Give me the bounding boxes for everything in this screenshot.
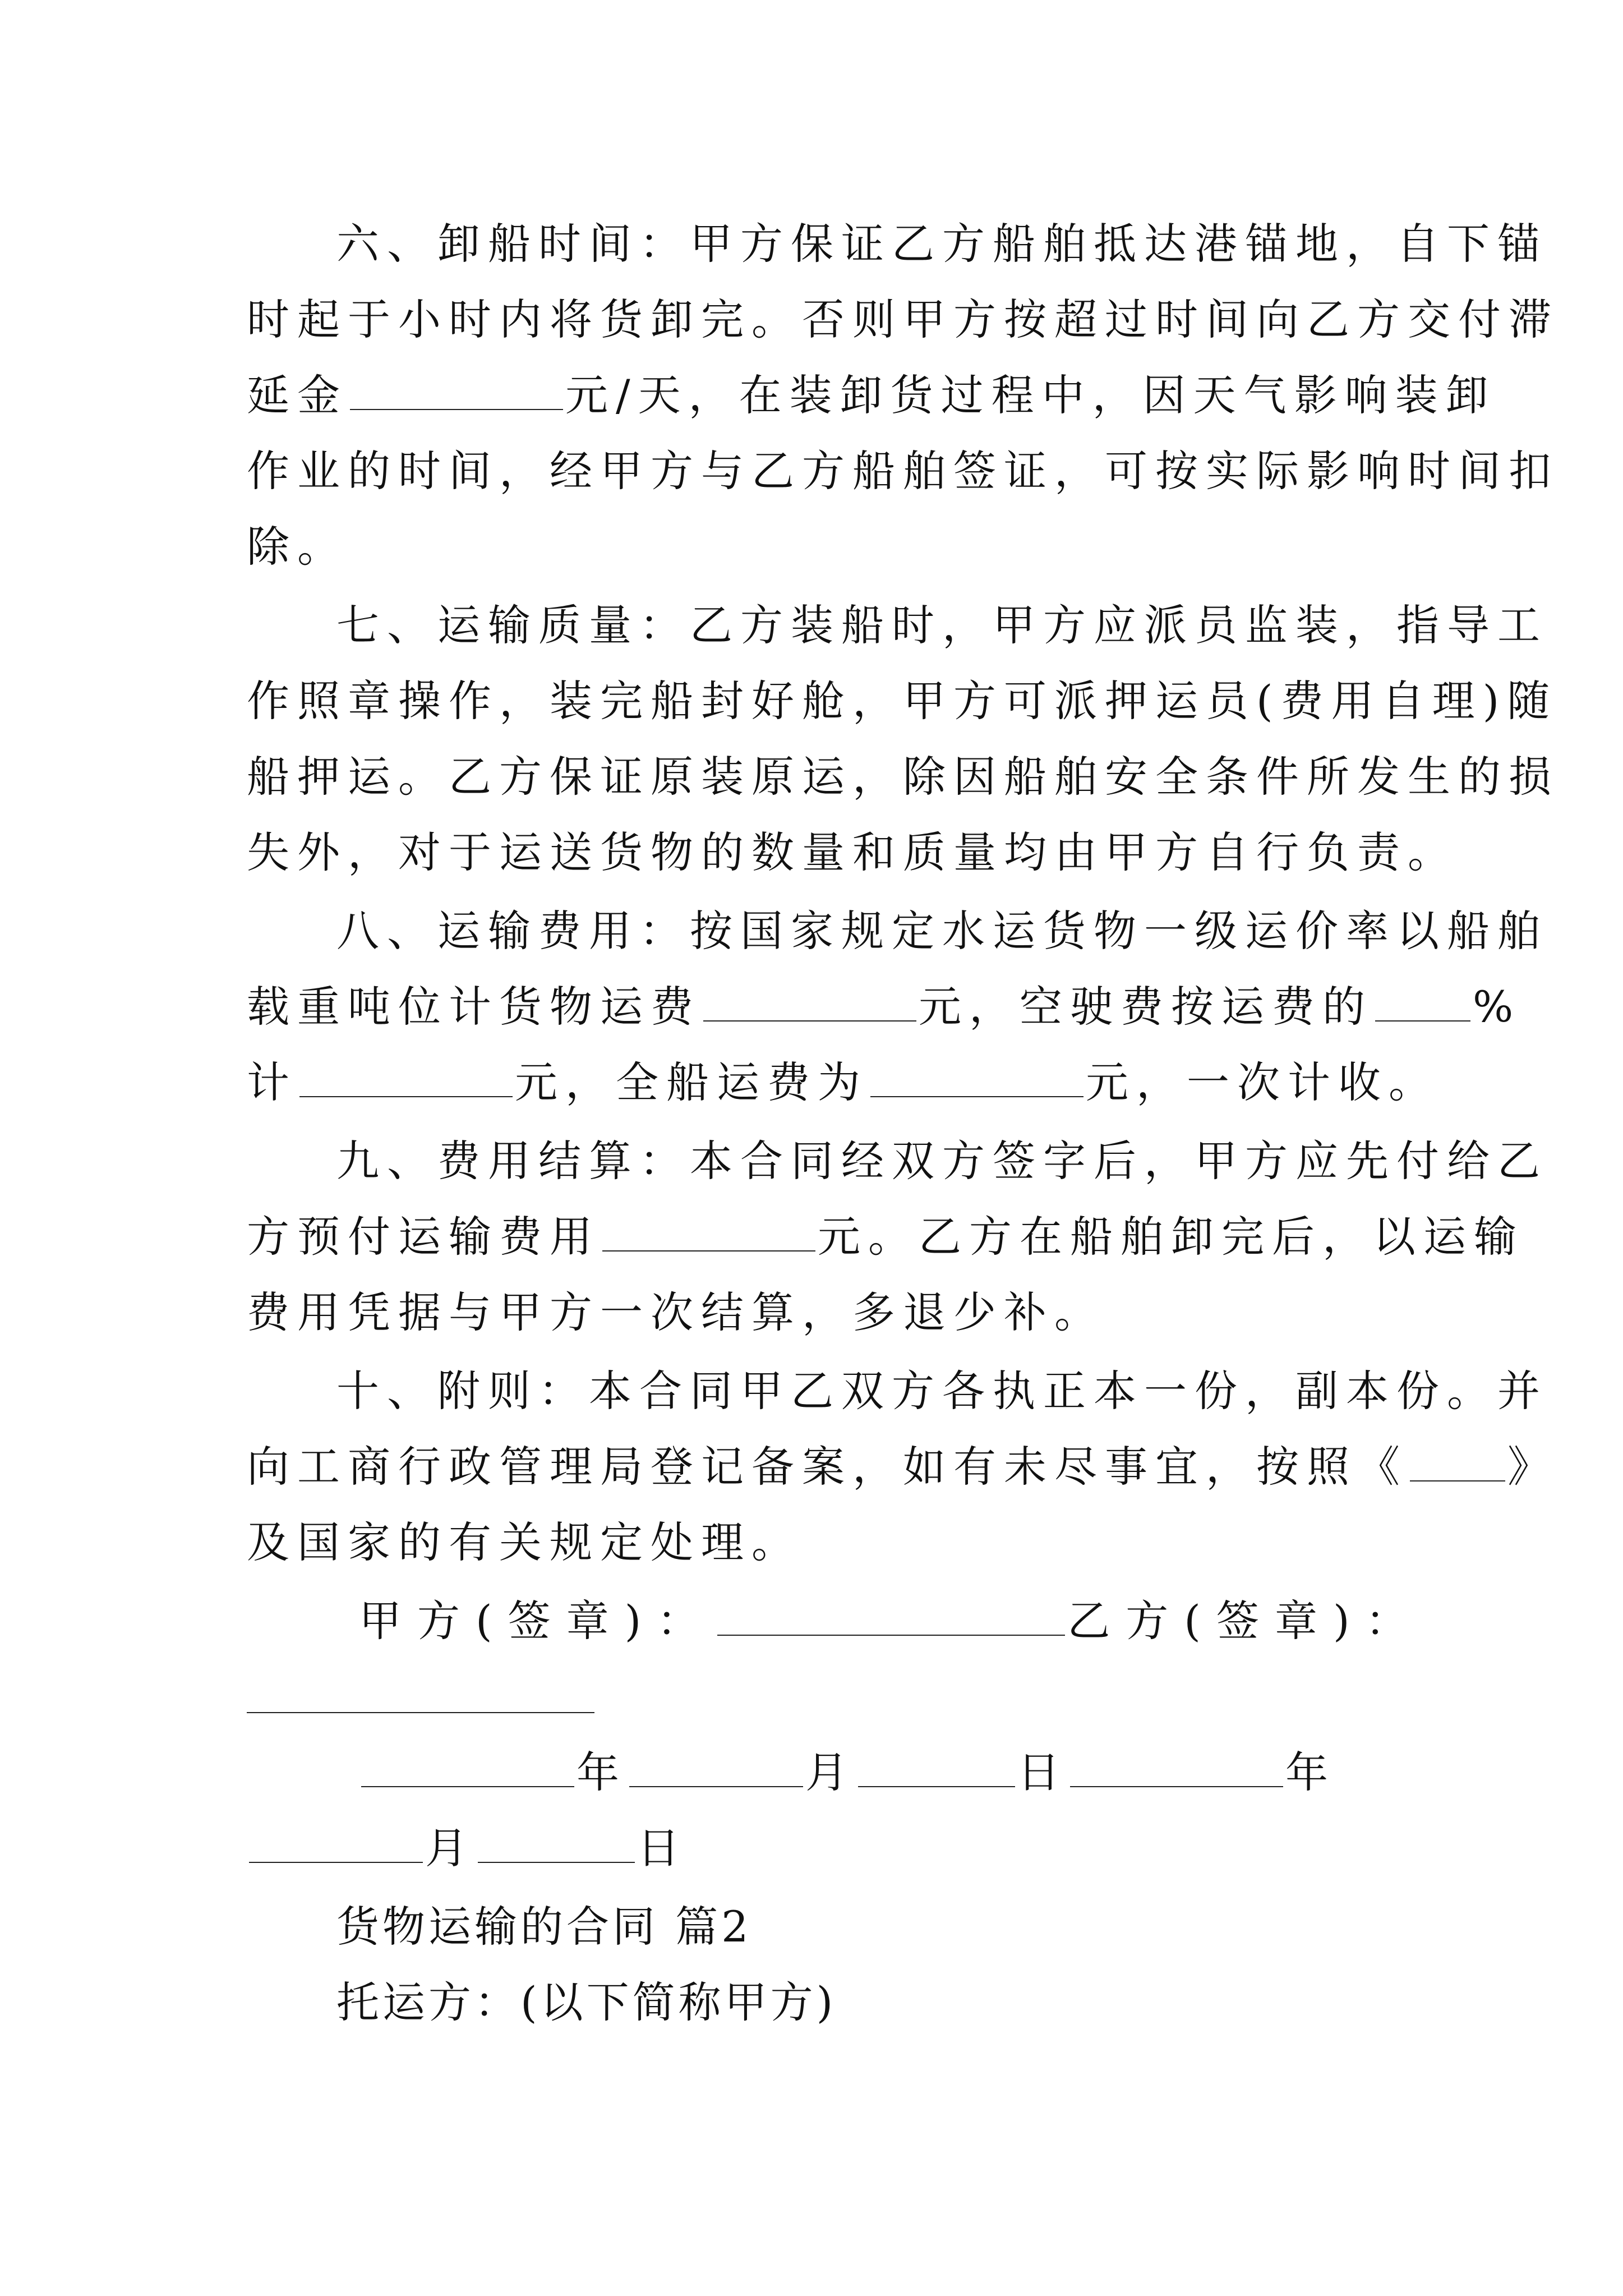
clause-8-percent: % — [1473, 982, 1521, 1032]
demurrage-blank — [350, 370, 563, 410]
freight-blank — [703, 981, 916, 1022]
percent-blank — [1375, 981, 1470, 1022]
clause-8-text-a: 载重吨位计货物运费 — [247, 982, 701, 1032]
clause-10-line-3: 及国家的有关规定处理。 — [247, 1517, 802, 1567]
clause-6-text-a: 延金 — [247, 370, 348, 420]
clause-8-text-c: 计 — [247, 1057, 297, 1107]
clause-9-text-a: 方预付运输费用 — [247, 1212, 600, 1262]
clause-9-line-2 — [247, 1209, 1524, 1265]
party-b-signature-blank — [247, 1712, 594, 1713]
clause-6-line-1: 六、卸船时间：甲方保证乙方船舶抵达港锚地，自下锚 — [336, 219, 1548, 269]
clause-8-text-e: 元，一次计收。 — [1086, 1057, 1439, 1107]
clause-7-line-1: 七、运输质量：乙方装船时，甲方应派员监装，指导工 — [336, 600, 1548, 650]
month-label-a: 月 — [805, 1747, 856, 1797]
party-a-year-blank — [361, 1747, 574, 1787]
total-freight-blank — [870, 1057, 1083, 1097]
party-b-month-blank — [249, 1823, 423, 1863]
month-label-b: 月 — [425, 1823, 476, 1873]
clause-7-line-3: 船押运。乙方保证原装原运，除因船舶安全条件所发生的损 — [247, 752, 1559, 802]
year-label-b: 年 — [1285, 1747, 1336, 1797]
party-b-day-blank — [478, 1823, 635, 1863]
prepayment-blank — [602, 1211, 815, 1251]
clause-6-line-3 — [247, 367, 1496, 424]
party-b-year-blank — [1070, 1747, 1283, 1787]
clause-6-line-2: 时起于小时内将货卸完。否则甲方按超过时间向乙方交付滞 — [247, 295, 1559, 344]
clause-8-line-2 — [247, 979, 1521, 1035]
clause-8-text-b: 元，空驶费按运费的 — [919, 982, 1373, 1032]
regulation-name-blank — [1410, 1441, 1505, 1481]
empty-run-fee-blank — [299, 1057, 513, 1097]
clause-7-line-4: 失外，对于运送货物的数量和质量均由甲方自行负责。 — [247, 827, 1458, 877]
party-a-signature-label: 甲方(签章)： — [359, 1596, 716, 1646]
clause-6-text-b: 元/天，在装卸货过程中，因天气影响装卸 — [565, 370, 1496, 420]
clause-6-line-5: 除。 — [247, 522, 348, 572]
clause-10-text-a: 向工商行政管理局登记备案，如有未尽事宜，按照《 — [247, 1442, 1408, 1492]
clause-10-line-2 — [247, 1439, 1558, 1495]
clause-7-line-2: 作照章操作，装完船封好舱，甲方可派押运员(费用自理)随 — [247, 676, 1558, 726]
day-label-a: 日 — [1017, 1747, 1068, 1797]
party-a-month-blank — [629, 1747, 803, 1787]
clause-9-line-1: 九、费用结算：本合同经双方签字后，甲方应先付给乙 — [336, 1136, 1548, 1186]
clause-10-line-1: 十、附则：本合同甲乙双方各执正本一份，副本份。并 — [336, 1366, 1548, 1416]
clause-8-line-3 — [247, 1055, 1439, 1111]
party-b-signature-label: 乙方(签章)： — [1067, 1596, 1424, 1646]
consignor-label: 托运方：(以下简称甲方) — [336, 1977, 837, 2027]
clause-10-text-b: 》 — [1507, 1442, 1558, 1492]
party-a-day-blank — [858, 1747, 1015, 1787]
year-label-a: 年 — [577, 1747, 627, 1797]
date-line-1 — [359, 1745, 1492, 1801]
clause-9-text-b: 元。乙方在船舶卸完后，以运输 — [818, 1212, 1524, 1262]
clause-9-line-3: 费用凭据与甲方一次结算，多退少补。 — [247, 1287, 1105, 1337]
clause-8-text-d: 元，全船运费为 — [515, 1057, 868, 1107]
signature-line — [359, 1593, 1492, 1649]
section-2-title: 货物运输的合同 篇2 — [336, 1902, 752, 1952]
clause-6-line-4: 作业的时间，经甲方与乙方船舶签证，可按实际影响时间扣 — [247, 446, 1559, 496]
party-a-signature-blank — [717, 1595, 1065, 1636]
date-line-2 — [247, 1820, 1380, 1876]
clause-8-line-1: 八、运输费用：按国家规定水运货物一级运价率以船舶 — [336, 906, 1548, 956]
day-label-b: 日 — [637, 1823, 688, 1873]
